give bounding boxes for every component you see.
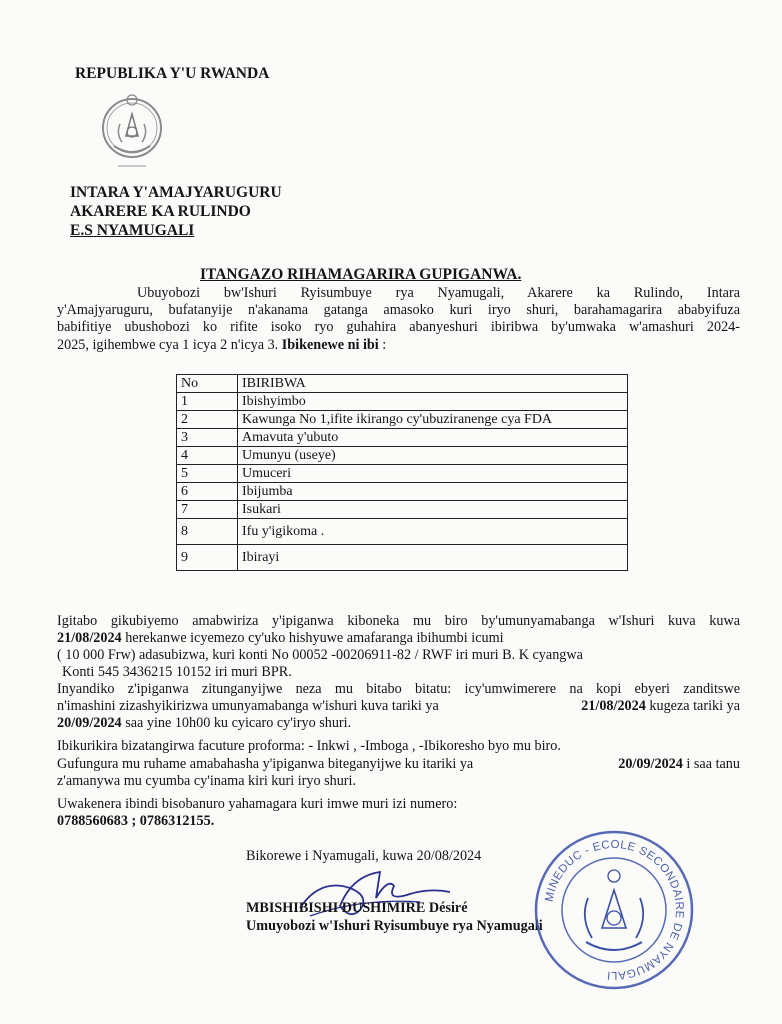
- table-cell-no: 4: [177, 447, 238, 465]
- body-p4-line-1-end: i saa tanu: [682, 756, 740, 772]
- body-p2-line-2-text: n'imashini zizashyikirizwa umunyamabanga w'ishuri kuva tariki ya: [57, 698, 439, 714]
- phone-numbers: 0788560683 ; 0786312155.: [57, 813, 215, 829]
- table-cell-item: Umuceri: [238, 465, 628, 483]
- table-row: [177, 483, 628, 501]
- table-cell-no: 1: [177, 393, 238, 411]
- signatory-name: MBISHIBISHI DUSHIMIRE Désiré: [246, 900, 468, 916]
- body-p1-line-2-text: herekanwe icyemezo cy'uko hishyuwe amafaranga ibihumbi icumi: [121, 630, 504, 646]
- table-cell-no: 7: [177, 501, 238, 519]
- opening-date: 20/09/2024: [618, 756, 683, 772]
- svg-text:MINEDUC - ECOLE SECONDAIRE DE: [543, 839, 685, 981]
- table-cell-item: Ibishyimbo: [238, 393, 628, 411]
- table-cell-no: 3: [177, 429, 238, 447]
- body-p2-line-2-end: kugeza tariki ya: [645, 698, 740, 714]
- table-cell-item: Ibijumba: [238, 483, 628, 501]
- body-p1-line-3: ( 10 000 Frw) adasubizwa, kuri konti No 00052 -00206911-82 / RWF iri muri B. K cyangwa: [57, 647, 583, 663]
- table-cell-no: 8: [177, 519, 238, 545]
- intro-line-4: [57, 337, 386, 355]
- body-p1-line-1: Igitabo gikubiyemo amabwiriza y'ipiganwa kiboneka mu biro by'umunyamabanga w'Ishuri kuva kuwa: [57, 613, 740, 629]
- body-p1-line-2: [57, 630, 504, 648]
- table-header-item: IBIRIBWA: [238, 375, 628, 393]
- body-p1-line-4: Konti 545 3436215 10152 iri muri BPR.: [62, 664, 292, 680]
- body-p4-line-2: z'amanywa mu cyumba cy'inama kiri kuri iryo shuri.: [57, 773, 357, 789]
- needed-items-label: Ibikenewe ni ibi: [281, 337, 379, 353]
- table-cell-item: Amavuta y'ubuto: [238, 429, 628, 447]
- table-header-row: [177, 375, 628, 393]
- intro-line-4-end: :: [378, 337, 387, 353]
- table-cell-no: 5: [177, 465, 238, 483]
- school-stamp-icon: [532, 828, 696, 992]
- intro-line-2: y'Amajyaruguru, bufatanyije n'akanama gatanga amasoko kuri iryo shuri, barahamagarira ababyifuza: [57, 302, 740, 318]
- table-cell-item: Umunyu (useye): [238, 447, 628, 465]
- table-row: [177, 447, 628, 465]
- body-p2-line-3: [57, 715, 351, 733]
- body-p3: Ibikurikira bizatangirwa facuture proforma: - Inkwi , -Imboga , -Ibikoresho byo mu biro.: [57, 738, 561, 754]
- table-row: [177, 545, 628, 571]
- table-cell-item: Kawunga No 1,ifite ikirango cy'ubuziranenge cya FDA: [238, 411, 628, 429]
- table-row: [177, 429, 628, 447]
- table-cell-no: 2: [177, 411, 238, 429]
- body-p2-line-2: [57, 698, 740, 716]
- announcement-title: ITANGAZO RIHAMAGARIRA GUPIGANWA.: [200, 266, 522, 283]
- submission-end-date: 20/09/2024: [57, 715, 122, 731]
- document-date: 21/08/2024: [57, 630, 122, 646]
- table-row: [177, 501, 628, 519]
- school-heading: E.S NYAMUGALI: [70, 222, 195, 239]
- table-header-no: No: [177, 375, 238, 393]
- table-row: [177, 393, 628, 411]
- table-row: [177, 519, 628, 545]
- body-p2-line-3-text: saa yine 10h00 ku cyicaro cy'iryo shuri.: [121, 715, 352, 731]
- body-p4-line-1-text: Gufungura mu ruhame amabahasha y'ipiganwa biteganyijwe ku itariki ya: [57, 756, 474, 772]
- intro-line-3: babifitiye ubushobozi ko rifite isoko ryo guhahira abanyeshuri ibiribwa by'umwaka w'amashuri 2024-: [57, 319, 740, 335]
- table-cell-item: Ifu y'igikoma .: [238, 519, 628, 545]
- intro-line-1: Ubuyobozi bw'Ishuri Ryisumbuye rya Nyamugali, Akarere ka Rulindo, Intara: [137, 285, 740, 301]
- rwanda-coat-of-arms-icon: [100, 84, 164, 176]
- body-p4-line-1: [57, 756, 740, 774]
- table-row: [177, 465, 628, 483]
- submission-start-date: 21/08/2024: [581, 698, 646, 714]
- republic-heading: REPUBLIKA Y'U RWANDA: [75, 65, 270, 82]
- table-cell-item: Isukari: [238, 501, 628, 519]
- food-items-table: [176, 374, 628, 571]
- province-heading: INTARA Y'AMAJYARUGURU: [70, 184, 282, 201]
- table-row: [177, 411, 628, 429]
- stamp-ring-text: MINEDUC - ECOLE SECONDAIRE DE NYAMUGALI: [543, 838, 686, 982]
- place-and-date: Bikorewe i Nyamugali, kuwa 20/08/2024: [246, 848, 482, 864]
- table-cell-no: 9: [177, 545, 238, 571]
- signatory-role: Umuyobozi w'Ishuri Ryisumbuye rya Nyamugali: [246, 918, 543, 934]
- district-heading: AKARERE KA RULINDO: [70, 203, 251, 220]
- body-p2-line-1: Inyandiko z'ipiganwa zitunganyijwe neza mu bitabo bitatu: icy'umwimerere na kopi ebyeri zanditswe: [57, 681, 740, 697]
- body-p5: Uwakenera ibindi bisobanuro yahamagara kuri imwe muri izi numero:: [57, 796, 458, 812]
- table-cell-no: 6: [177, 483, 238, 501]
- table-cell-item: Ibirayi: [238, 545, 628, 571]
- intro-line-4-text: 2025, igihembwe cya 1 icya 2 n'icya 3.: [57, 337, 282, 353]
